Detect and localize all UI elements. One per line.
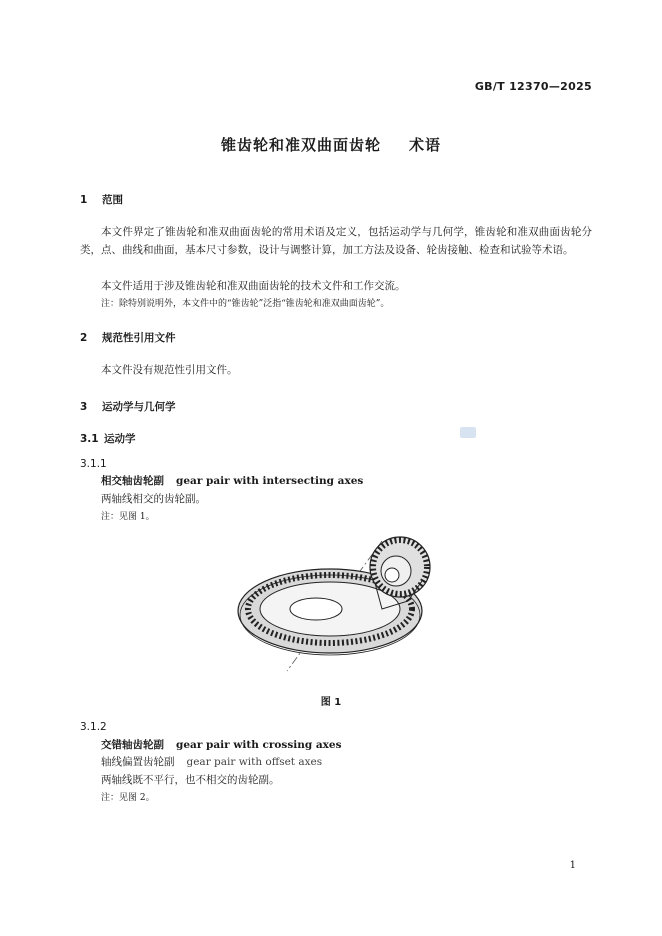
title-main: 锥齿轮和准双曲面齿轮 [220,136,381,154]
standard-number: GB/T 12370—2025 [474,80,592,93]
section-1-paragraph-2: 本文件适用于涉及锥齿轮和准双曲面齿轮的技术文件和工作交流。 [101,280,406,292]
subsection-number: 3.1 [80,433,99,445]
term-3-1-1-title [101,472,363,490]
subsection-3-1-heading [80,431,136,446]
synonym-english: gear pair with offset axes [186,756,323,768]
section-3-heading [80,399,176,414]
section-1-heading [80,192,123,207]
watermark-mark [460,427,476,438]
synonym-chinese: 轴线偏置齿轮副 [101,756,175,768]
section-title: 范围 [102,194,123,206]
term-3-1-2-title [101,736,342,754]
term-3-1-1-number: 3.1.1 [80,458,107,470]
term-3-1-1-definition: 两轴线相交的齿轮副。 [101,493,206,505]
section-2-heading [80,330,176,345]
term-3-1-2-definition: 两轴线既不平行，也不相交的齿轮副。 [101,774,280,786]
section-title: 规范性引用文件 [102,332,176,344]
section-2-paragraph: 本文件没有规范性引用文件。 [101,364,238,376]
section-1-note: 注：除特别说明外，本文件中的“锥齿轮”泛指“锥齿轮和准双曲面齿轮”。 [101,299,390,309]
term-chinese: 相交轴齿轮副 [101,475,164,487]
figure-1-gear-pair [232,531,442,676]
section-number: 1 [80,194,88,206]
page-number: 1 [569,860,576,871]
figure-1-caption: 图 1 [320,697,342,708]
section-number: 3 [80,401,88,413]
term-3-1-2-number: 3.1.2 [80,721,107,733]
term-3-1-1-note: 注：见图 1。 [101,512,155,522]
document-title [0,134,662,155]
section-1-paragraph-1: 本文件界定了锥齿轮和准双曲面齿轮的常用术语及定义，包括运动学与几何学，锥齿轮和准双曲面齿轮分类，点、曲线和曲面，基本尺寸参数，设计与调整计算，加工方法及设备、轮齿接触、检查和试验等术语。 [80,226,592,256]
term-3-1-2-synonym [101,753,322,771]
section-number: 2 [80,332,88,344]
term-english: gear pair with crossing axes [176,739,342,751]
term-3-1-2-note: 注：见图 2。 [101,793,155,803]
section-title: 运动学与几何学 [102,401,176,413]
subsection-title: 运动学 [104,433,136,445]
title-sub: 术语 [409,136,442,154]
term-english: gear pair with intersecting axes [176,475,364,487]
term-chinese: 交错轴齿轮副 [101,739,164,751]
